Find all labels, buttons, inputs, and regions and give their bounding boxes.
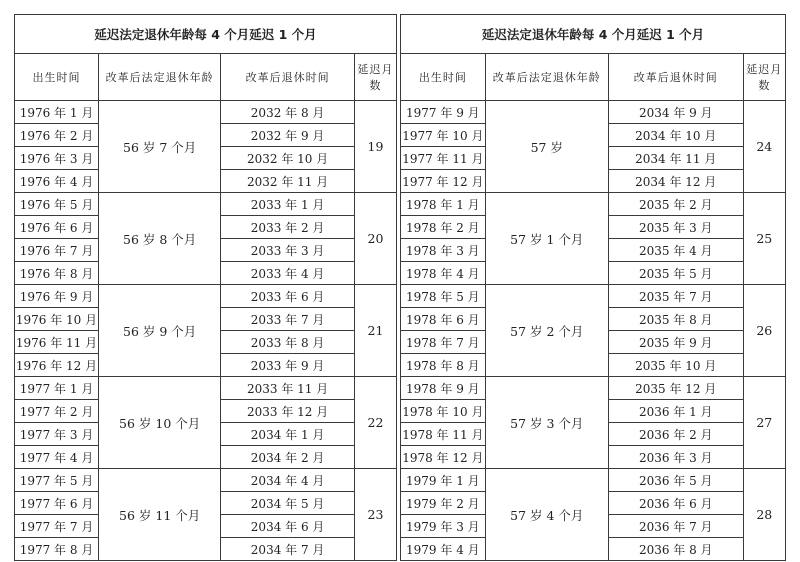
header-delay-months: 延迟月数: [354, 54, 396, 101]
retirement-date-cell: 2032 年 11 月: [221, 170, 355, 193]
birth-date-cell: 1979 年 2 月: [401, 492, 486, 515]
birth-date-cell: 1979 年 3 月: [401, 515, 486, 538]
header-retirement-date: 改革后退休时间: [221, 54, 355, 101]
header-retirement-date: 改革后退休时间: [608, 54, 743, 101]
birth-date-cell: 1979 年 1 月: [401, 469, 486, 492]
birth-date-cell: 1979 年 4 月: [401, 538, 486, 561]
birth-date-cell: 1977 年 4 月: [15, 446, 99, 469]
retirement-date-cell: 2036 年 2 月: [608, 423, 743, 446]
birth-date-cell: 1978 年 11 月: [401, 423, 486, 446]
retirement-date-cell: 2034 年 1 月: [221, 423, 355, 446]
birth-date-cell: 1977 年 1 月: [15, 377, 99, 400]
retirement-age-cell: 57 岁 3 个月: [485, 377, 608, 469]
retirement-date-cell: 2033 年 12 月: [221, 400, 355, 423]
birth-date-cell: 1976 年 10 月: [15, 308, 99, 331]
birth-date-cell: 1978 年 8 月: [401, 354, 486, 377]
birth-date-cell: 1976 年 11 月: [15, 331, 99, 354]
retirement-date-cell: 2036 年 7 月: [608, 515, 743, 538]
retirement-date-cell: 2035 年 3 月: [608, 216, 743, 239]
birth-date-cell: 1978 年 7 月: [401, 331, 486, 354]
table-row: [401, 377, 786, 400]
delay-months-cell: 28: [743, 469, 785, 561]
retirement-date-cell: 2034 年 12 月: [608, 170, 743, 193]
birth-date-cell: 1978 年 5 月: [401, 285, 486, 308]
birth-date-cell: 1976 年 6 月: [15, 216, 99, 239]
retirement-age-cell: 56 岁 10 个月: [99, 377, 221, 469]
retirement-date-cell: 2034 年 6 月: [221, 515, 355, 538]
birth-date-cell: 1977 年 5 月: [15, 469, 99, 492]
birth-date-cell: 1976 年 12 月: [15, 354, 99, 377]
birth-date-cell: 1977 年 10 月: [401, 124, 486, 147]
retirement-date-cell: 2033 年 2 月: [221, 216, 355, 239]
retirement-date-cell: 2035 年 10 月: [608, 354, 743, 377]
retirement-date-cell: 2033 年 4 月: [221, 262, 355, 285]
birth-date-cell: 1978 年 6 月: [401, 308, 486, 331]
birth-date-cell: 1977 年 9 月: [401, 101, 486, 124]
delay-months-cell: 24: [743, 101, 785, 193]
birth-date-cell: 1977 年 12 月: [401, 170, 486, 193]
birth-date-cell: 1976 年 7 月: [15, 239, 99, 262]
table-row: [401, 285, 786, 308]
table-row: [15, 285, 397, 308]
header-delay-months: 延迟月数: [743, 54, 785, 101]
retirement-date-cell: 2036 年 6 月: [608, 492, 743, 515]
birth-date-cell: 1977 年 2 月: [15, 400, 99, 423]
table-body: [401, 101, 786, 561]
table-row: [15, 193, 397, 216]
birth-date-cell: 1978 年 10 月: [401, 400, 486, 423]
birth-date-cell: 1978 年 2 月: [401, 216, 486, 239]
birth-date-cell: 1976 年 4 月: [15, 170, 99, 193]
table-title: 延迟法定退休年龄每 4 个月延迟 1 个月: [15, 15, 397, 54]
retirement-date-cell: 2036 年 5 月: [608, 469, 743, 492]
birth-date-cell: 1976 年 3 月: [15, 147, 99, 170]
retirement-date-cell: 2035 年 2 月: [608, 193, 743, 216]
header-retirement-age: 改革后法定退休年龄: [99, 54, 221, 101]
header-birth-date: 出生时间: [15, 54, 99, 101]
table-row: [15, 101, 397, 124]
retirement-age-cell: 56 岁 7 个月: [99, 101, 221, 193]
birth-date-cell: 1978 年 4 月: [401, 262, 486, 285]
retirement-date-cell: 2033 年 6 月: [221, 285, 355, 308]
birth-date-cell: 1976 年 8 月: [15, 262, 99, 285]
retirement-date-cell: 2034 年 10 月: [608, 124, 743, 147]
table-body: [15, 101, 397, 561]
retirement-age-cell: 56 岁 11 个月: [99, 469, 221, 561]
retirement-date-cell: 2035 年 8 月: [608, 308, 743, 331]
birth-date-cell: 1976 年 5 月: [15, 193, 99, 216]
table-title: 延迟法定退休年龄每 4 个月延迟 1 个月: [401, 15, 786, 54]
retirement-age-cell: 57 岁: [485, 101, 608, 193]
birth-date-cell: 1978 年 9 月: [401, 377, 486, 400]
left-table-panel: [14, 14, 397, 557]
retirement-date-cell: 2033 年 1 月: [221, 193, 355, 216]
birth-date-cell: 1977 年 8 月: [15, 538, 99, 561]
retirement-date-cell: 2036 年 3 月: [608, 446, 743, 469]
table-row: [15, 377, 397, 400]
retirement-table-left: [14, 14, 397, 561]
birth-date-cell: 1977 年 7 月: [15, 515, 99, 538]
birth-date-cell: 1976 年 2 月: [15, 124, 99, 147]
retirement-age-cell: 57 岁 4 个月: [485, 469, 608, 561]
header-birth-date: 出生时间: [401, 54, 486, 101]
retirement-date-cell: 2033 年 3 月: [221, 239, 355, 262]
table-row: [15, 469, 397, 492]
retirement-date-cell: 2032 年 8 月: [221, 101, 355, 124]
table-row: [401, 193, 786, 216]
retirement-date-cell: 2035 年 7 月: [608, 285, 743, 308]
birth-date-cell: 1976 年 9 月: [15, 285, 99, 308]
delay-months-cell: 19: [354, 101, 396, 193]
birth-date-cell: 1976 年 1 月: [15, 101, 99, 124]
retirement-date-cell: 2035 年 12 月: [608, 377, 743, 400]
retirement-date-cell: 2033 年 9 月: [221, 354, 355, 377]
retirement-date-cell: 2035 年 5 月: [608, 262, 743, 285]
retirement-age-cell: 57 岁 1 个月: [485, 193, 608, 285]
retirement-date-cell: 2034 年 4 月: [221, 469, 355, 492]
birth-date-cell: 1977 年 11 月: [401, 147, 486, 170]
retirement-date-cell: 2033 年 11 月: [221, 377, 355, 400]
retirement-date-cell: 2034 年 2 月: [221, 446, 355, 469]
retirement-date-cell: 2032 年 9 月: [221, 124, 355, 147]
retirement-date-cell: 2033 年 7 月: [221, 308, 355, 331]
birth-date-cell: 1978 年 1 月: [401, 193, 486, 216]
delay-months-cell: 26: [743, 285, 785, 377]
birth-date-cell: 1978 年 3 月: [401, 239, 486, 262]
retirement-date-cell: 2034 年 9 月: [608, 101, 743, 124]
retirement-age-cell: 56 岁 8 个月: [99, 193, 221, 285]
delay-months-cell: 27: [743, 377, 785, 469]
delay-months-cell: 20: [354, 193, 396, 285]
delay-months-cell: 22: [354, 377, 396, 469]
birth-date-cell: 1977 年 6 月: [15, 492, 99, 515]
retirement-date-cell: 2035 年 9 月: [608, 331, 743, 354]
right-table-panel: [400, 14, 786, 557]
birth-date-cell: 1977 年 3 月: [15, 423, 99, 446]
header-retirement-age: 改革后法定退休年龄: [485, 54, 608, 101]
retirement-date-cell: 2036 年 8 月: [608, 538, 743, 561]
birth-date-cell: 1978 年 12 月: [401, 446, 486, 469]
retirement-date-cell: 2034 年 5 月: [221, 492, 355, 515]
delay-months-cell: 23: [354, 469, 396, 561]
retirement-date-cell: 2033 年 8 月: [221, 331, 355, 354]
retirement-date-cell: 2034 年 7 月: [221, 538, 355, 561]
delay-months-cell: 21: [354, 285, 396, 377]
table-row: [401, 469, 786, 492]
delay-months-cell: 25: [743, 193, 785, 285]
retirement-date-cell: 2032 年 10 月: [221, 147, 355, 170]
retirement-date-cell: 2034 年 11 月: [608, 147, 743, 170]
retirement-date-cell: 2035 年 4 月: [608, 239, 743, 262]
retirement-table-right: [400, 14, 786, 561]
retirement-age-cell: 56 岁 9 个月: [99, 285, 221, 377]
table-row: [401, 101, 786, 124]
retirement-date-cell: 2036 年 1 月: [608, 400, 743, 423]
retirement-age-cell: 57 岁 2 个月: [485, 285, 608, 377]
